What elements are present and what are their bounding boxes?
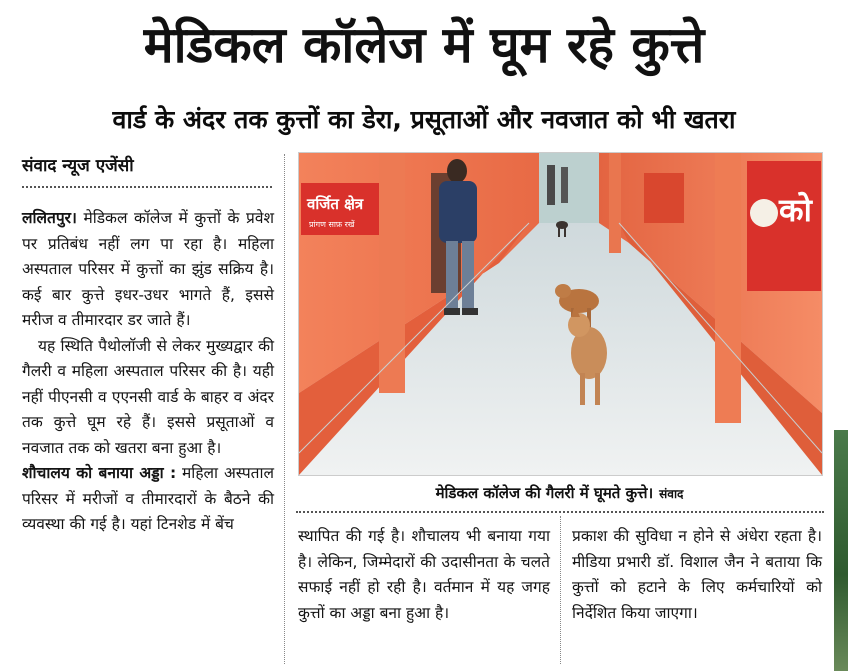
paragraph-1 [22, 206, 274, 334]
column-divider-2 [560, 516, 561, 664]
column-divider-1 [284, 154, 285, 664]
caption-divider [296, 511, 824, 513]
article-column-1 [22, 206, 274, 538]
photo-caption [298, 478, 821, 509]
headline: मेडिकल कॉलेज में घूम रहे कुत्ते [143, 16, 705, 74]
paragraph-1-text: मेडिकल कॉलेज में कुत्तों के प्रवेश पर प्रतिबंध नहीं लग पा रहा है। महिला अस्पताल परिसर में कुत्तों का झुंड सक्रिय है। कई बार कुत्ते इधर-उधर भागते हैं, इससे मरीज व तीमारदार डर जाते हैं। [22, 209, 274, 329]
paragraph-2: यह स्थिति पैथोलॉजी से लेकर मुख्यद्वार की गैलरी व महिला अस्पताल परिसर की है। यही नहीं पीएनसी व एएनसी वार्ड के बाहर व अंदर तक कुत्ते घूम रहे हैं। इससे प्रसूताओं व नवजात तक को खतरा बना हुआ है। [22, 336, 274, 457]
corridor-dogs-photo [299, 153, 822, 475]
caption-credit: संवाद [659, 487, 684, 501]
sign-left-text: वर्जित क्षेत्र [307, 195, 364, 213]
subhead-toilet: शौचालय को बनाया अड्डा : [22, 464, 177, 482]
adjacent-photo-edge [834, 430, 848, 671]
article-column-3 [572, 524, 822, 626]
byline-divider [22, 186, 272, 188]
column-2-text: स्थापित की गई है। शौचालय भी बनाया गया है। लेकिन, जिम्मेदारों की उदासीनता के चलते सफाई नहीं हो रही है। वर्तमान में यह जगह कुत्तों का अड्डा बना हुआ है। [298, 527, 550, 622]
news-photo [298, 152, 823, 476]
caption-text: मेडिकल कॉलेज की गैलरी में घूमते कुत्ते। [435, 484, 654, 502]
sign-left-small-text: प्रांगण साफ़ रखें [309, 220, 355, 229]
paragraph-3-text: महिला अस्पताल परिसर में मरीजों व तीमारदारों के बैठने की व्यवस्था की गई है। यहां टिनशेड में बेंच [22, 464, 274, 533]
dateline: ललितपुर। [22, 209, 77, 227]
column-3-text: प्रकाश की सुविधा न होने से अंधेरा रहता है। मीडिया प्रभारी डॉ. विशाल जैन ने बताया कि कुत्तों को हटाने के लिए कर्मचारियों को निर्देशित किया जाएगा। [572, 527, 822, 622]
sign-right-text: को [779, 191, 812, 229]
subheadline: वार्ड के अंदर तक कुत्तों का डेरा, प्रसूताओं और नवजात को भी खतरा [112, 105, 736, 134]
article-column-2 [298, 524, 550, 626]
paragraph-3 [22, 461, 274, 538]
byline: संवाद न्यूज एजेंसी [22, 156, 134, 176]
